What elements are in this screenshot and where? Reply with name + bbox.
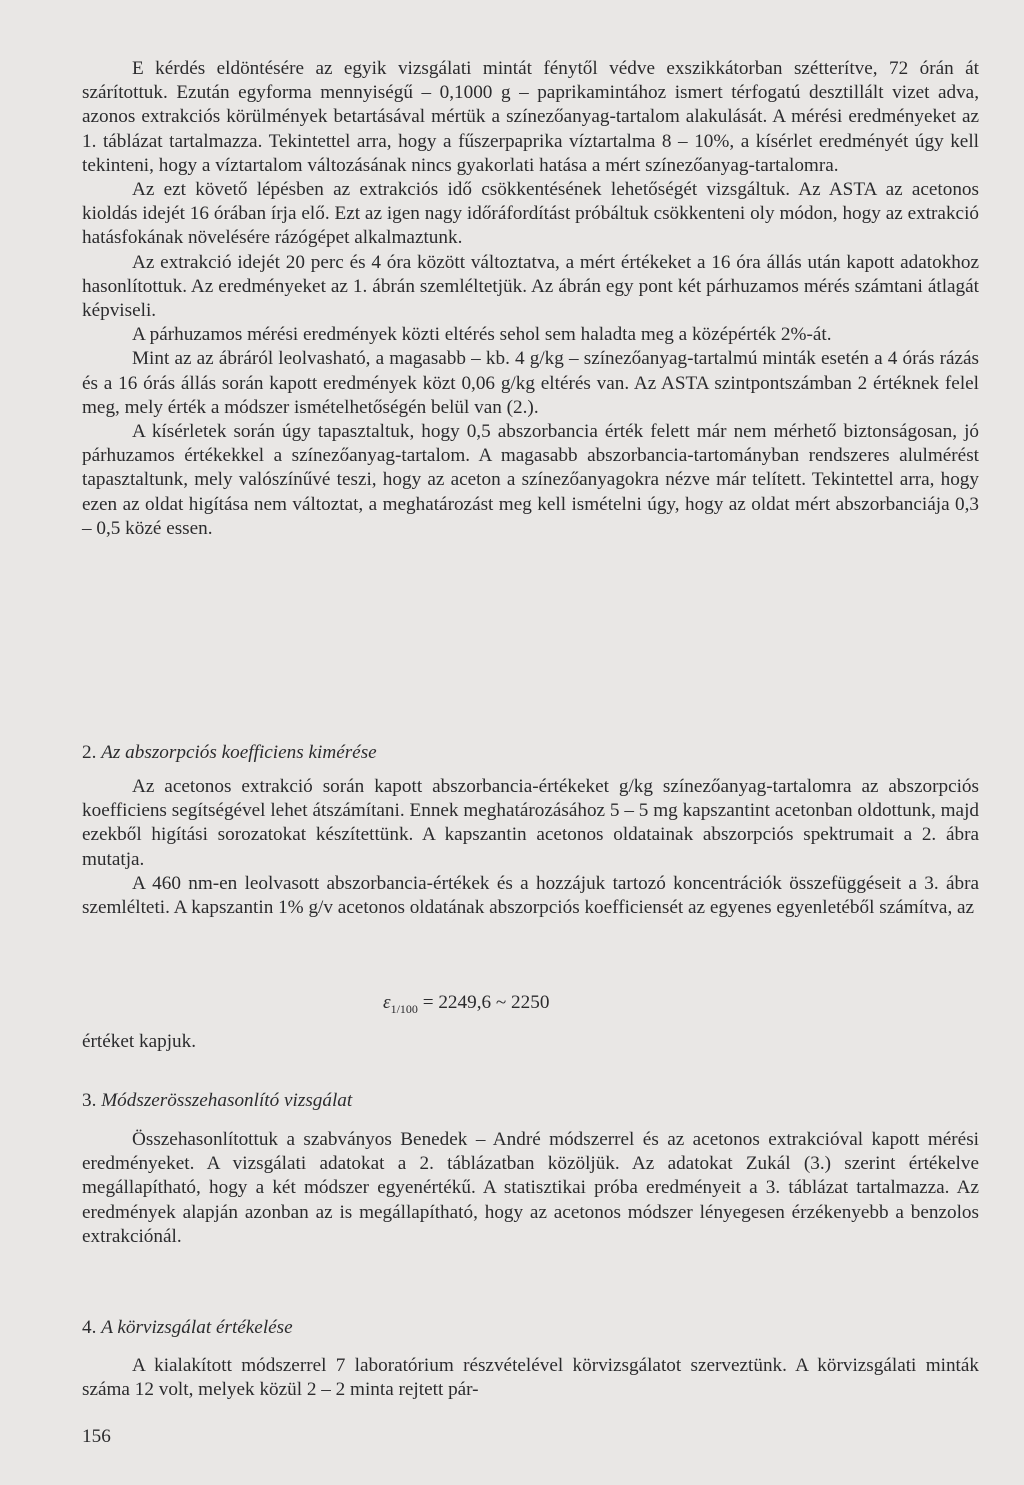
section-number: 3. [82, 1090, 97, 1111]
section-heading-2 [82, 741, 377, 765]
paragraph-absorbance-limit: A kísérletek során úgy tapasztaltuk, hogy 0,5 abszorbancia érték felett már nem mérhető biztonságosan, jó párhuzamos értékekkel a színezőanyag-tartalom. A magasabb abszorbancia-tartományban rendszeres alulmérést tapasztaltunk, mely valószínűvé teszi, hogy az aceton a színezőanyagokra nézve már telített. Tekintettel arra, hogy ezen az oldat higítása nem változtat, a meghatározást meg kell ismételni úgy, hogy az oldat mért abszorbanciája 0,3 – 0,5 közé essen. [82, 421, 979, 539]
paragraph-extraction-comparison: Az extrakció idejét 20 perc és 4 óra között változtatva, a mért értékeket a 16 óra állás után kapott adatokhoz hasonlítottuk. Az eredményeket az 1. ábrán szemléltetjük. Az ábrán egy pont két párhuzamos mérés számtani átlagát képviseli. [82, 251, 979, 322]
formula-subscript: 1/100 [390, 1001, 418, 1016]
formula-symbol: ε [383, 992, 391, 1013]
paragraph-extraction-time: Az ezt követő lépésben az extrakciós idő csökkentésének lehetőségét vizsgáltuk. Az ASTA az acetonos kioldás idejét 16 órában írja elő. Ezt az igen nagy időráfordítást próbáltuk csökkenteni oly módon, hogy az extrakció hatásfokának növelésére rázógépet alkalmaztunk. [82, 179, 979, 249]
body-text-block-4 [82, 1354, 979, 1402]
section-heading-4 [82, 1316, 293, 1340]
formula-epsilon [383, 992, 549, 1017]
formula-value: = 2249,6 ~ 2250 [422, 992, 550, 1013]
body-text-block-2 [82, 775, 979, 920]
formula-conclusion: értéket kapjuk. [82, 1031, 197, 1052]
paragraph-high-content-samples: Mint az az ábráról leolvasható, a magasabb – kb. 4 g/kg – színezőanyag-tartalmú minták esetén a 4 órás rázás és a 16 órás állás során kapott eredmények közt 0,06 g/kg eltérés van. Az ASTA szintpontszámban 2 értéknek felel meg, mely érték a módszer ismételhetőségén belül van (2.). [82, 348, 979, 418]
paragraph-coefficient-calc: A 460 nm-en leolvasott abszorbancia-értékek és a hozzájuk tartozó koncentrációk összefüggéseit a 3. ábra szemlélteti. A kapszantin 1% g/v acetonos oldatának abszorpciós koefficiensét az egyenes egyenletéből számítva, az [82, 872, 979, 919]
section-number: 2. [82, 742, 97, 763]
section-title: Módszerösszehasonlító vizsgálat [101, 1090, 353, 1111]
paragraph-drying-experiment: E kérdés eldöntésére az egyik vizsgálati mintát fénytől védve exszikkátorban szétterítve, 72 órán át szárítottuk. Ezután egyforma mennyiségű – 0,1000 g – paprikamintához ismert térfogatú desztillált vizet adva, azonos extrakciós körülmények betartásával mértük a színezőanyag-tartalom alakulását. A mérési eredményeket az 1. táblázat tartalmazza. Tekintettel arra, hogy a fűszerpaprika víztartalma 8 – 10%, a kísérlet eredményét úgy kell tekinteni, hogy a víztartalom változásának nincs gyakorlati hatása a mért színezőanyag-tartalomra. [82, 58, 979, 176]
paragraph-coefficient-method: Az acetonos extrakció során kapott abszorbancia-értékeket g/kg színezőanyag-tartalomra az abszorpciós koefficiens segítségével lehet átszámítani. Ennek meghatározásához 5 – 5 mg kapszantint acetonban oldottunk, majd ezekből higítási sorozatokat készítettünk. A kapszantin acetonos oldatainak abszorpciós spektrumait a 2. ábra mutatja. [82, 776, 979, 870]
paragraph-parallel-deviation: A párhuzamos mérési eredmények közti eltérés sehol sem haladta meg a középérték 2%-át. [132, 324, 832, 346]
section-title: Az abszorpciós koefficiens kimérése [101, 742, 377, 763]
section-number: 4. [82, 1317, 97, 1338]
section-title: A körvizsgálat értékelése [101, 1317, 293, 1338]
page-number: 156 [82, 1426, 111, 1447]
paragraph-round-robin: A kialakított módszerrel 7 laboratórium részvételével körvizsgálatot szerveztünk. A körvizsgálati minták száma 12 volt, melyek közül 2 – 2 minta rejtett pár- [82, 1355, 979, 1401]
paragraph-method-comparison: Összehasonlítottuk a szabványos Benedek – André módszerrel és az acetonos extrakcióval kapott mérési eredményeket. A vizsgálati adatokat a 2. táblázatban közöljük. Az adatokat Zukál (3.) szerint értékelve megállapítható, hogy a két módszer egyenértékű. A statisztikai próba eredményeit a 3. táblázat tartalmazza. Az eredmények alapján azonban az is megállapítható, hogy az acetonos módszer lényegesen érzékenyebb a benzolos extrakciónál. [82, 1129, 979, 1247]
body-text-block-1 [82, 57, 979, 541]
section-heading-3 [82, 1089, 352, 1113]
body-text-block-3 [82, 1128, 979, 1249]
